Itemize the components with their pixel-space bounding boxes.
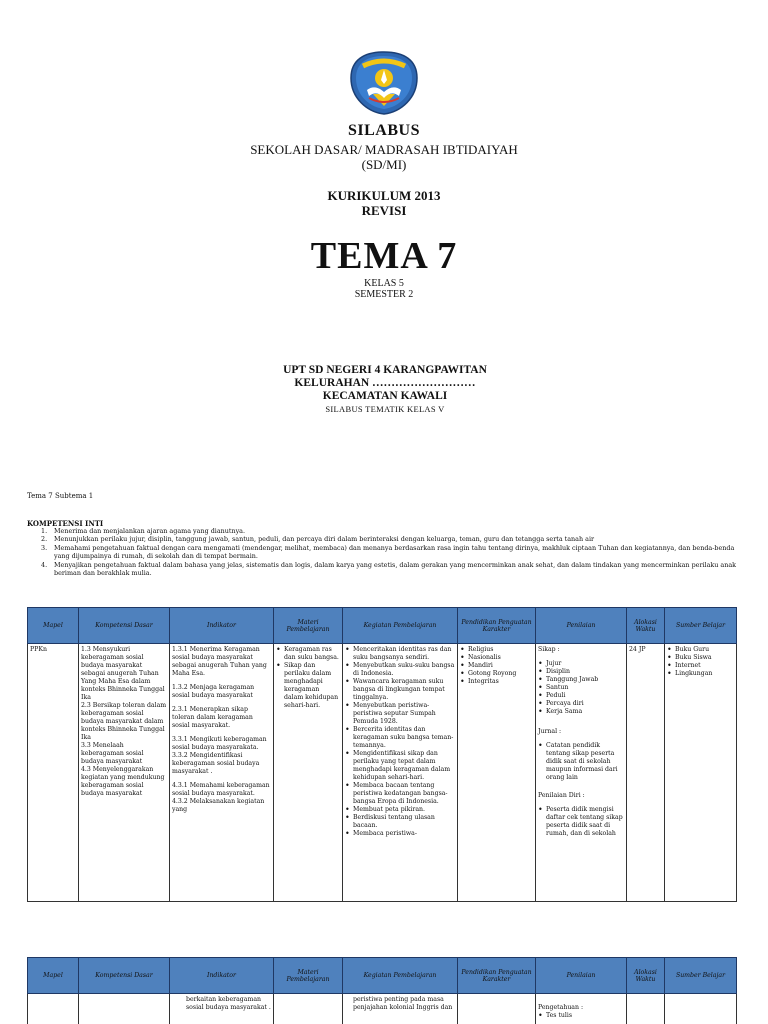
table-header-row [28, 958, 737, 994]
col-indikator: Indikator [170, 608, 274, 644]
silabus-tematik: SILABUS TEMATIK KELAS V [325, 404, 445, 414]
school-type [0, 142, 768, 172]
theme-title: TEMA 7 [310, 235, 458, 277]
document-title: SILABUS [348, 122, 420, 139]
curriculum-revision: REVISI [361, 203, 407, 218]
kelurahan: KELURAHAN ……………………… [294, 377, 476, 389]
col-kd: Kompetensi Dasar [79, 608, 170, 644]
col-mapel: Mapel [28, 608, 79, 644]
list-item: 2. Menunjukkan perilaku jujur, disiplin, tanggung jawab, santun, peduli, dan percaya diri dalam berinteraksi dengan keluarga, teman, guru dan tetangga serta tanah air [41, 535, 595, 544]
col-kegiatan: Kegiatan Pembelajaran [343, 958, 458, 994]
alokasi-cell: 24 JP [627, 644, 665, 902]
syllabus-table-continued [27, 957, 737, 1024]
indikator-cell: berkaitan keberagaman sosial budaya masyarakat . [170, 994, 274, 1024]
col-materi: Materi Pembelajaran [274, 958, 343, 994]
col-kegiatan: Kegiatan Pembelajaran [343, 608, 458, 644]
kegiatan-cell: • Menceritakan identitas ras dan suku bangsanya sendiri. • Menyebutkan suku-suku bangsa di Indonesia. • Wawancara keragaman suku bangsa di lingkungan tempat tinggalnya. • Menyebutkan peristiwa-peristiwa seputar Sumpah Pemuda 1928. • Bercerita identitas dan keragaman suku bangsa teman-temannya. • Mengidentifikasi sikap dan perilaku yang tepat dalam menghadapi keragaman dalam kehidupan sehari-hari. • Membaca bacaan tentang peristiwa kedatangan bangsa-bangsa Eropa di Indonesia. • Membuat peta pikiran. • Berdiskusi tentang ulasan bacaan. • Membaca peristiwa- [343, 644, 458, 902]
curriculum-name: KURIKULUM 2013 [327, 188, 441, 203]
table-header-row [28, 608, 737, 644]
tut-wuri-handayani-logo [349, 50, 419, 116]
col-penilaian: Penilaian [536, 608, 627, 644]
table-row [28, 994, 737, 1024]
mapel-cell: PPKn [28, 644, 79, 902]
list-item: 1. Menerima dan menjalankan ajaran agama yang dianutnya. [41, 527, 246, 535]
school-line-2: (SD/MI) [361, 157, 407, 172]
school-info [250, 364, 520, 416]
penilaian-cell: Sikap : • Jujur • Disiplin • Tanggung Jawab • Santun • Peduli • Percaya diri • Kerja Sama Jurnal : • Catatan pendidik tentang sikap peserta didik saat di sekolah maupun informasi dari orang lain Penilaian Diri : • Peserta didik mengisi daftar cek tentang sikap peserta didik saat di rumah, dan di sekolah [536, 644, 627, 902]
curriculum [0, 188, 768, 218]
semester-label: SEMESTER 2 [354, 289, 414, 300]
subtheme-label: Tema 7 Subtema 1 [27, 492, 94, 500]
col-materi: Materi Pembelajaran [274, 608, 343, 644]
penilaian-cell: Pengetahuan : • Tes tulis [536, 994, 627, 1024]
col-alokasi: Alokasi Waktu [627, 958, 665, 994]
col-sumber: Sumber Belajar [665, 608, 737, 644]
col-karakter: Pendidikan Penguatan Karakter [458, 958, 536, 994]
col-mapel: Mapel [28, 958, 79, 994]
class-info [0, 278, 768, 300]
school-line-1: SEKOLAH DASAR/ MADRASAH IBTIDAIYAH [250, 142, 518, 157]
kegiatan-cell: peristiwa penting pada masa penjajahan kolonial Inggris dan [343, 994, 458, 1024]
core-competence-title: KOMPETENSI INTI [27, 519, 104, 528]
col-penilaian: Penilaian [536, 958, 627, 994]
col-sumber: Sumber Belajar [665, 958, 737, 994]
indikator-cell: 1.3.1 Menerima Keragaman sosial budaya masyarakat sebagai anugerah Tuhan yang Maha Esa. 1.3.2 Menjaga keragaman sosial budaya masyarakat 2.3.1 Menerapkan sikap toleran dalam keragaman sosial masyarakat. 3.3.1 Mengikuti keberagaman sosial budaya masyarakata. 3.3.2 Mengidentifikasi keberagaman sosial budaya masyarakat . 4.3.1 Memahami keberagaman sosial budaya masyarakat. 4.3.2 Melaksanakan kegiatan yang [170, 644, 274, 902]
sumber-cell: • Buku Guru • Buku Siswa • Internet • Lingkungan [665, 644, 737, 902]
materi-cell: • Keragaman ras dan suku bangsa. • Sikap dan perilaku dalam menghadapi keragaman dalam kehidupan sehari-hari. [274, 644, 343, 902]
col-karakter: Pendidikan Penguatan Karakter [458, 608, 536, 644]
karakter-cell: • Religius • Nasionalis • Mandiri • Gotong Royong • Integritas [458, 644, 536, 902]
col-kd: Kompetensi Dasar [79, 958, 170, 994]
syllabus-table [27, 607, 737, 902]
list-item: 4. Menyajikan pengetahuan faktual dalam bahasa yang jelas, sistematis dan logis, dalam karya yang estetis, dalam gerakan yang mencerminkan anak sehat, dan dalam tindakan yang mencerminkan perilaku anak beriman dan berakhlak mulia. [41, 560, 737, 578]
kecamatan: KECAMATAN KAWALI [322, 390, 448, 402]
col-alokasi: Alokasi Waktu [627, 608, 665, 644]
col-indikator: Indikator [170, 958, 274, 994]
kd-cell: 1.3 Mensyukuri keberagaman sosial budaya masyarakat sebagai anugerah Tuhan Yang Maha Esa dalam konteks Bhinneka Tunggal Ika 2.3 Bersikap toleran dalam keberagaman sosial budaya masyarakat dalam konteks Bhinneka Tunggal Ika 3.3 Menelaah keberagaman sosial budaya masyarakat 4.3 Menyelenggarakan kegiatan yang mendukung keberagaman sosial budaya masyarakat [79, 644, 170, 902]
table-row [28, 644, 737, 902]
class-label: KELAS 5 [364, 278, 404, 289]
school-name: UPT SD NEGERI 4 KARANGPAWITAN [283, 364, 487, 376]
list-item: 3. Memahami pengetahuan faktual dengan cara mengamati (mendengar, melihat, membaca) dan menanya berdasarkan rasa ingin tahu tentang dirinya, makhluk ciptaan Tuhan dan kegiatannya, dan benda-benda yang dijumpainya di rumah, di sekolah dan di tempat bermain. [41, 543, 735, 561]
core-competence-list [27, 527, 743, 577]
